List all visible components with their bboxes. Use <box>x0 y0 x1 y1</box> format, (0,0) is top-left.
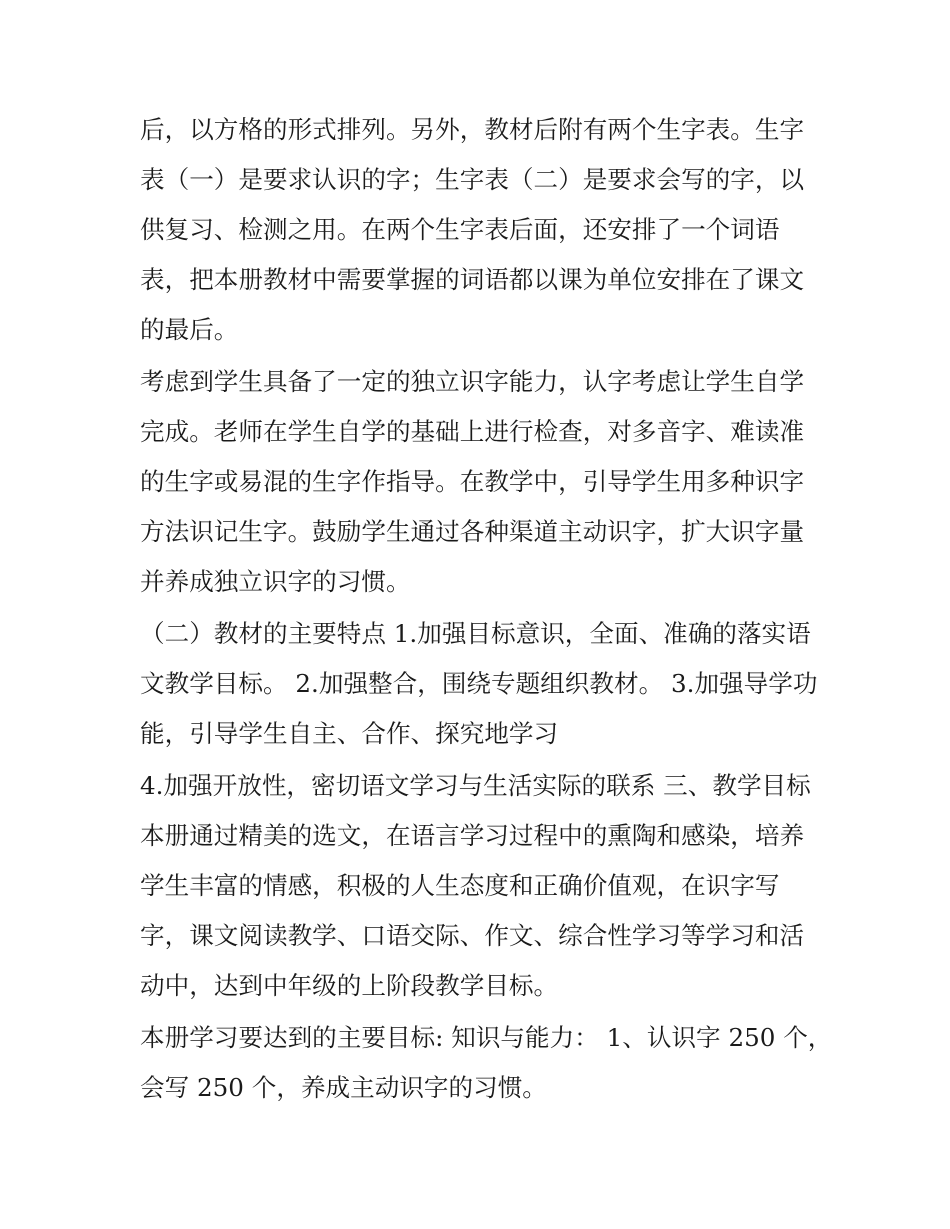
text-line: 完成。老师在学生自学的基础上进行检查，对多音字、难读准 <box>140 417 805 446</box>
text-line: 供复习、检测之用。在两个生字表后面，还安排了一个词语 <box>140 215 780 244</box>
text-line: 表，把本册教材中需要掌握的词语都以课为单位安排在了课文 <box>140 265 805 294</box>
text-line: 字，课文阅读教学、口语交际、作文、综合性学习等学习和活 <box>140 921 805 950</box>
text-line: 并养成独立识字的习惯。 <box>140 567 411 596</box>
text-line: 的生字或易混的生字作指导。在教学中，引导学生用多种识字 <box>140 467 805 496</box>
text-line: 动中，达到中年级的上阶段教学目标。 <box>140 971 559 1000</box>
text-line: 本册通过精美的选文，在语言学习过程中的熏陶和感染，培养 <box>140 821 805 850</box>
text-line: 后，以方格的形式排列。另外，教材后附有两个生字表。生字 <box>140 115 805 144</box>
text-line: 4.加强开放性，密切语文学习与生活实际的联系 三、教学目标 <box>140 771 811 800</box>
section-heading-line: （二）教材的主要特点 1.加强目标意识，全面、准确的落实语 <box>140 619 811 648</box>
text-line: 本册学习要达到的主要目标: 知识与能力： 1、认识字 250 个， <box>140 1023 833 1052</box>
text-line: 文教学目标。 2.加强整合，围绕专题组织教材。 3.加强导学功 <box>140 669 818 698</box>
text-line: 学生丰富的情感，积极的人生态度和正确价值观，在识字写 <box>140 871 780 900</box>
text-line: 的最后。 <box>140 315 239 344</box>
text-line: 会写 250 个，养成主动识字的习惯。 <box>140 1073 547 1102</box>
text-line: 能，引导学生自主、合作、探究地学习 <box>140 719 559 748</box>
text-line: 方法识记生字。鼓励学生通过各种渠道主动识字，扩大识字量 <box>140 517 805 546</box>
text-line: 考虑到学生具备了一定的独立识字能力，认字考虑让学生自学 <box>140 367 805 396</box>
text-line: 表（一）是要求认识的字；生字表（二）是要求会写的字，以 <box>140 165 805 194</box>
